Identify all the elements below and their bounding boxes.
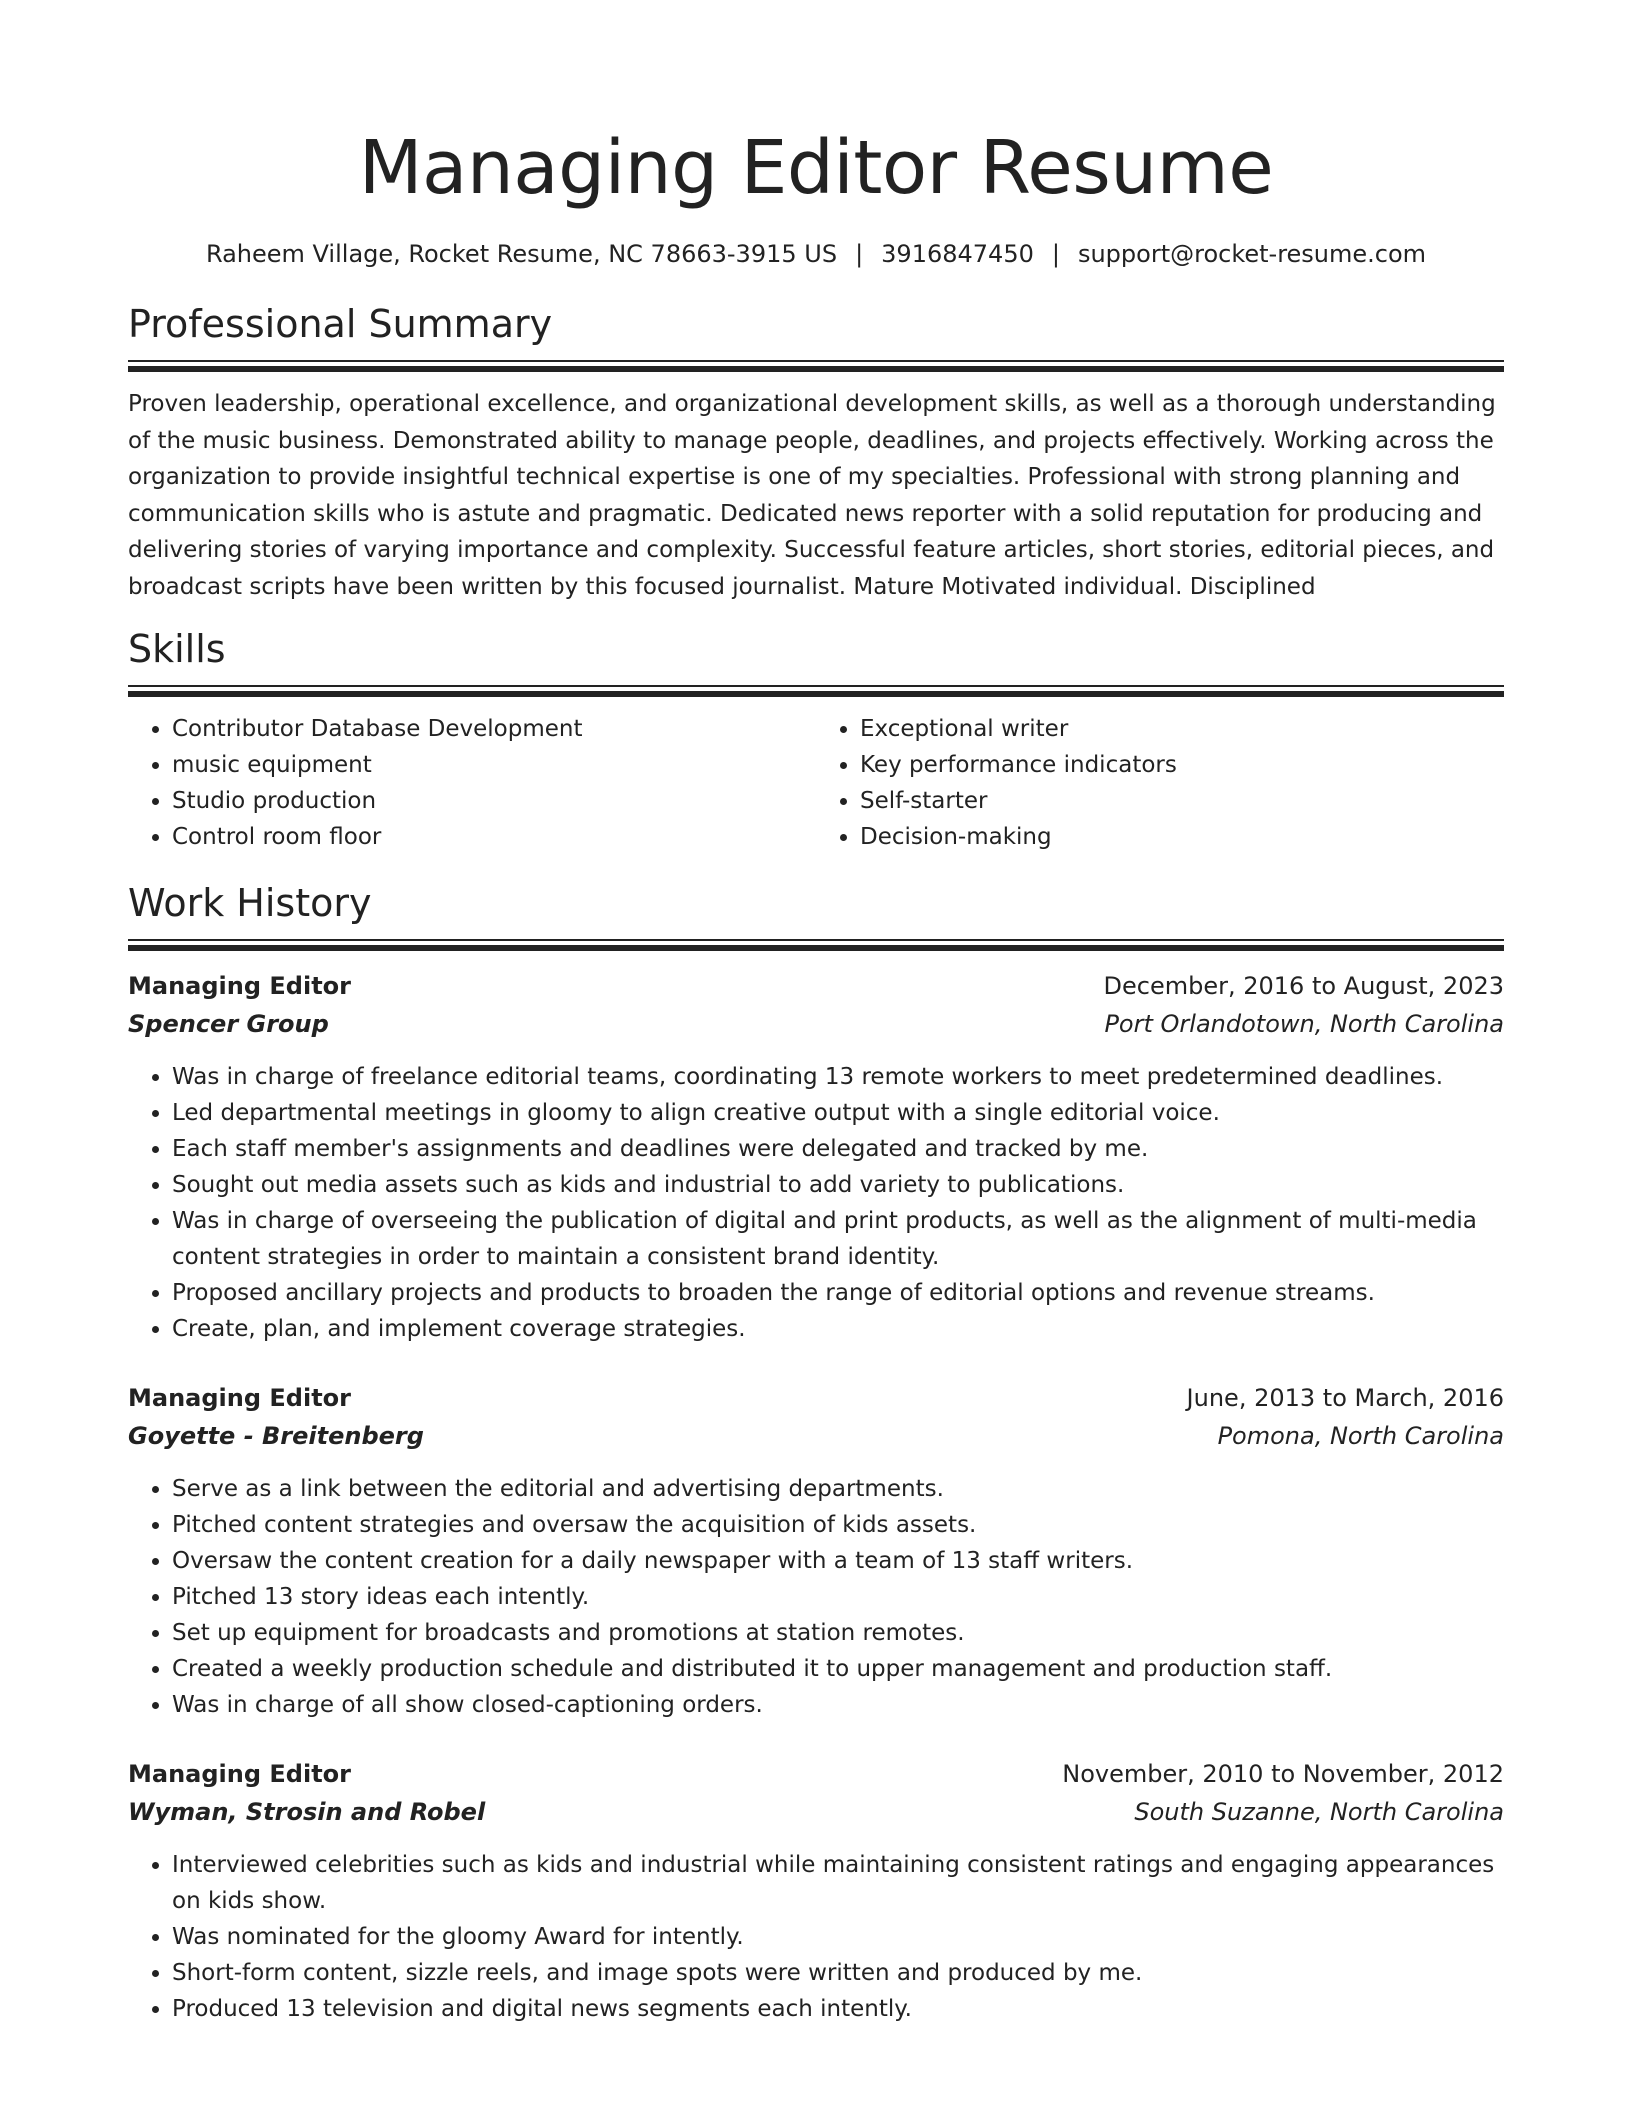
job-bullet: • Proposed ancillary projects and products to broaden the range of editorial options and revenue streams. [172, 1275, 1504, 1311]
job-bullet: • Was in charge of freelance editorial teams, coordinating 13 remote workers to meet predetermined deadlines. [172, 1059, 1504, 1095]
job-bullet: • Was in charge of all show closed-captioning orders. [172, 1687, 1504, 1723]
section-divider [128, 360, 1504, 372]
job-company-row [128, 1005, 1504, 1043]
job-bullet: • Oversaw the content creation for a daily newspaper with a team of 13 staff writers. [172, 1543, 1504, 1579]
job-company-row [128, 1793, 1504, 1831]
contact-address: Raheem Village, Rocket Resume, NC 78663-3915 US [205, 240, 838, 268]
section-divider [128, 939, 1504, 951]
skill-item: • Control room floor [172, 819, 816, 855]
job-bullet: • Created a weekly production schedule and distributed it to upper management and production staff. [172, 1651, 1504, 1687]
job-bullet: • Was nominated for the gloomy Award for intently. [172, 1919, 1504, 1955]
job-dates: June, 2013 to March, 2016 [1186, 1384, 1504, 1412]
job-bullet: • Short-form content, sizzle reels, and image spots were written and produced by me. [172, 1955, 1504, 1991]
job-location: South Suzanne, North Carolina [1134, 1798, 1504, 1826]
job-header-row [128, 1755, 1504, 1793]
skill-item: • Exceptional writer [860, 711, 1504, 747]
contact-separator: | [855, 240, 864, 268]
resume-title: Managing Editor Resume [358, 125, 1274, 211]
contact-line [128, 238, 1504, 270]
contact-separator: | [1051, 240, 1060, 268]
skill-item: • music equipment [172, 747, 816, 783]
job-bullets [128, 1471, 1504, 1723]
skills-section [128, 625, 1504, 855]
job-header-row [128, 967, 1504, 1005]
job-title: Managing Editor [128, 1760, 351, 1788]
summary-section [128, 300, 1504, 605]
skill-item: • Self-starter [860, 783, 1504, 819]
skills-list-left [128, 711, 816, 855]
job-bullet: • Serve as a link between the editorial and advertising departments. [172, 1471, 1504, 1507]
section-divider [128, 685, 1504, 697]
job-bullet: • Pitched 13 story ideas each intently. [172, 1579, 1504, 1615]
job-bullet: • Produced 13 television and digital news segments each intently. [172, 1991, 1504, 2027]
job-bullet: • Create, plan, and implement coverage strategies. [172, 1311, 1504, 1347]
job-entry [128, 1379, 1504, 1723]
work-heading: Work History [128, 881, 372, 925]
job-company: Wyman, Strosin and Robel [128, 1798, 486, 1826]
skill-item: • Studio production [172, 783, 816, 819]
summary-text: Proven leadership, operational excellence, and organizational development skills, as well as a thorough understanding of the music business. Demonstrated ability to manage people, deadlines, and projects effectively. Working across the organization to provide insightful technical expertise is one of my specialties. Professional with strong planning and communication skills who is astute and pragmatic. Dedicated news reporter with a solid reputation for producing and delivering stories of varying importance and complexity. Successful feature articles, short stories, editorial pieces, and broadcast scripts have been written by this focused journalist. Mature Motivated individual. Disciplined [128, 391, 1496, 600]
job-bullet: • Was in charge of overseeing the publication of digital and print products, as well as the alignment of multi-media content strategies in order to maintain a consistent brand identity. [172, 1203, 1504, 1275]
job-header-row [128, 1379, 1504, 1417]
job-title: Managing Editor [128, 1384, 351, 1412]
job-bullets [128, 1847, 1504, 2027]
job-bullet: • Each staff member's assignments and deadlines were delegated and tracked by me. [172, 1131, 1504, 1167]
summary-heading: Professional Summary [128, 302, 553, 346]
skill-item: • Key performance indicators [860, 747, 1504, 783]
skills-heading: Skills [128, 627, 226, 671]
job-bullet: • Set up equipment for broadcasts and promotions at station remotes. [172, 1615, 1504, 1651]
job-dates: December, 2016 to August, 2023 [1103, 972, 1504, 1000]
job-bullet: • Led departmental meetings in gloomy to align creative output with a single editorial voice. [172, 1095, 1504, 1131]
skill-item: • Contributor Database Development [172, 711, 816, 747]
skills-list-right [816, 711, 1504, 855]
job-title: Managing Editor [128, 972, 351, 1000]
job-bullet: • Interviewed celebrities such as kids and industrial while maintaining consistent ratings and engaging appearances on kids show. [172, 1847, 1504, 1919]
job-entry [128, 1755, 1504, 2027]
job-company: Spencer Group [128, 1010, 329, 1038]
skill-item: • Decision-making [860, 819, 1504, 855]
job-bullet: • Pitched content strategies and oversaw the acquisition of kids assets. [172, 1507, 1504, 1543]
job-location: Pomona, North Carolina [1217, 1422, 1504, 1450]
job-company: Goyette - Breitenberg [128, 1422, 424, 1450]
job-dates: November, 2010 to November, 2012 [1062, 1760, 1504, 1788]
work-section [128, 879, 1504, 2027]
job-location: Port Orlandotown, North Carolina [1104, 1010, 1504, 1038]
job-bullets [128, 1059, 1504, 1347]
contact-phone: 3916847450 [881, 240, 1034, 268]
job-bullet: • Sought out media assets such as kids and industrial to add variety to publications. [172, 1167, 1504, 1203]
contact-email: support@rocket-resume.com [1077, 240, 1427, 268]
job-company-row [128, 1417, 1504, 1455]
skills-columns [128, 711, 1504, 855]
job-entry [128, 967, 1504, 1347]
